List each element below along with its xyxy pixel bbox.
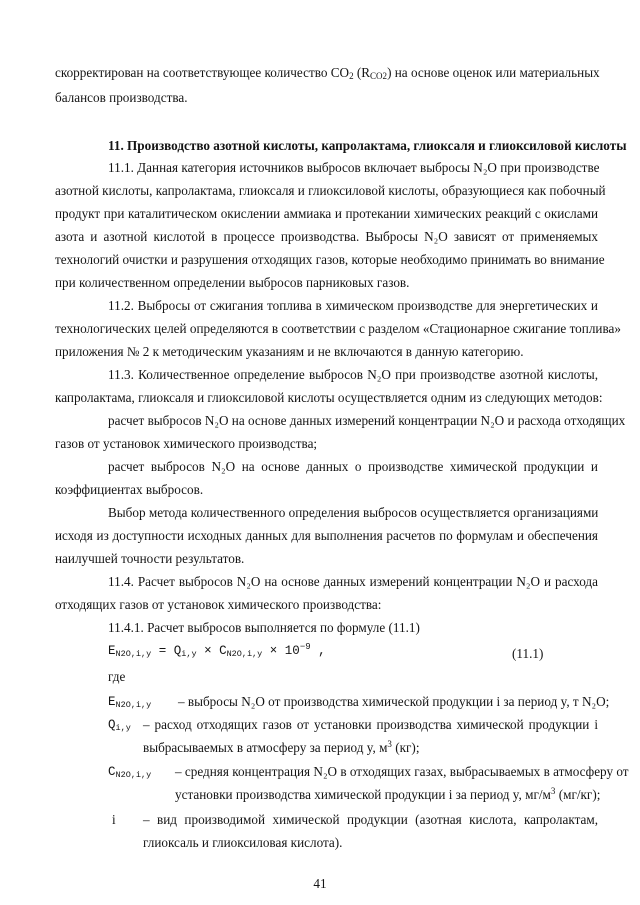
p111-line: технологий очистки и разрушения отходящих газов, которые необходимо принимать во внимание bbox=[55, 252, 605, 267]
def-c-symbol: $C_{N2O,i,y}$ bbox=[108, 765, 152, 780]
method-1-line: газов от установок химического производства; bbox=[55, 436, 318, 451]
formula-number: (11.1) bbox=[512, 646, 544, 661]
p111-line: азотной кислоты, капролактама, глиоксаля и глиоксиловой кислоты, образующиеся как побочный bbox=[55, 183, 606, 198]
def-i-symbol: i bbox=[112, 812, 116, 827]
def-q-text: – расход отходящих газов от установки производства химической продукции i bbox=[143, 717, 598, 732]
def-i-text: – вид производимой химической продукции (азотная кислота, капролактам, bbox=[143, 812, 598, 827]
method-2-line: расчет выбросов N₂O на основе данных о производстве химической продукции и bbox=[108, 459, 598, 474]
where-label: где bbox=[108, 669, 126, 684]
p112-line: технологических целей определяются в соответствии с разделом «Стационарное сжигание топлива» bbox=[55, 321, 621, 336]
choice-line: исходя из доступности исходных данных для выполнения расчетов по формулам и обеспечения bbox=[55, 528, 598, 543]
page-number: 41 bbox=[313, 876, 327, 891]
p114-line: отходящих газов от установок химического производства: bbox=[55, 597, 382, 612]
method-2-line: коэффициентах выбросов. bbox=[55, 482, 204, 497]
method-1-line: расчет выбросов N₂O на основе данных измерений концентрации N₂O и расхода отходящих bbox=[108, 413, 626, 428]
choice-line: наилучшей точности результатов. bbox=[55, 551, 245, 566]
formula-11-1: $E_{N2O,i,y} = Q_{i,y} \times C_{N2O,i,y} \times 10^{-9}$ , bbox=[108, 642, 326, 659]
p111-line: 11.1. Данная категория источников выбросов включает выбросы N₂O при производстве bbox=[108, 160, 600, 175]
def-e-text: – выбросы N₂O от производства химической продукции i за период y, т N₂O; bbox=[178, 694, 610, 709]
def-q-symbol: $Q_{i,y}$ bbox=[108, 718, 131, 733]
def-e-symbol: $E_{N2O,i,y}$ bbox=[108, 695, 152, 710]
p111-line: продукт при каталитическом окислении аммиака и протекании химических реакций с окислами bbox=[55, 206, 598, 221]
intro-line-1: скорректирован на соответствующее количество $CO_2$ $(R_{CO2})$ на основе оценок или материальных bbox=[55, 65, 600, 81]
choice-line: Выбор метода количественного определения выбросов осуществляется организациями bbox=[108, 505, 599, 520]
p114-line: 11.4. Расчет выбросов N₂O на основе данных измерений концентрации N₂O и расхода bbox=[108, 574, 598, 589]
p112-line: 11.2. Выбросы от сжигания топлива в химическом производстве для энергетических и bbox=[108, 298, 598, 313]
p113-line: 11.3. Количественное определение выбросов N₂O при производстве азотной кислоты, bbox=[108, 367, 598, 382]
p111-line: азота и азотной кислотой в процессе производства. Выбросы N₂O зависят от применяемых bbox=[55, 229, 598, 244]
def-i-text: глиоксаль и глиоксиловая кислота). bbox=[143, 835, 343, 850]
p111-line: при количественном определении выбросов парниковых газов. bbox=[55, 275, 410, 290]
intro-line-2: балансов производства. bbox=[55, 90, 188, 105]
p112-line: приложения № 2 к методическим указаниям и не включаются в данную категорию. bbox=[55, 344, 524, 359]
def-q-text: выбрасываемых в атмосферу за период y, $м^3$ (кг); bbox=[143, 739, 420, 755]
p1141-line: 11.4.1. Расчет выбросов выполняется по формуле (11.1) bbox=[108, 620, 420, 635]
def-c-text: установки производства химической продукции i за период y, $мг/м^3$ (мг/кг); bbox=[175, 786, 601, 802]
section-heading: 11. Производство азотной кислоты, капролактама, глиоксаля и глиоксиловой кислоты bbox=[108, 138, 627, 153]
def-c-text: – средняя концентрация N₂O в отходящих газах, выбрасываемых в атмосферу от bbox=[175, 764, 629, 779]
p113-line: капролактама, глиоксаля и глиоксиловой кислоты осуществляется одним из следующих методов: bbox=[55, 390, 603, 405]
